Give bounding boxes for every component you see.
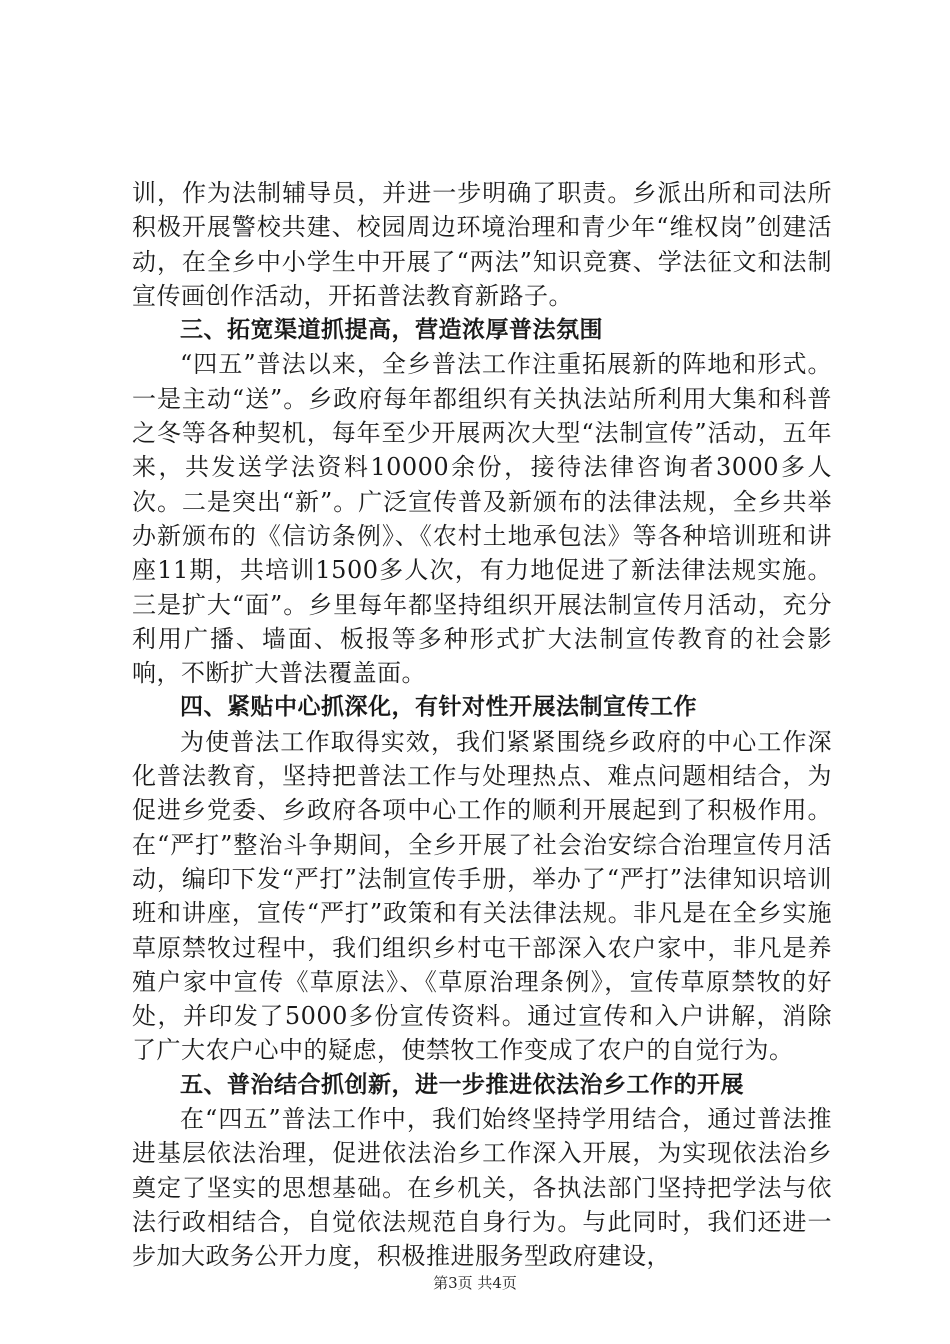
page-footer: 第3页 共4页 — [433, 1274, 517, 1292]
section-heading-4: 四、紧贴中心抓深化，有针对性开展法制宣传工作 — [180, 694, 697, 721]
paragraph-section-3: “四五”普法以来，全乡普法工作注重拓展新的阵地和形式。一是主动“送”。乡政府每年都组织有关执法站所利用大集和科普之冬等各种契机，每年至少开展两次大型“法制宣传”活动，五年来，共发送学法资料10000余份，接待法律咨询者3000多人次。二是突出“新”。广泛宣传普及新颁布的法律法规，全乡共举办新颁布的《信访条例》、《农村土地承包法》等各种培训班和讲座11期，共培训1500多人次，有力地促进了新法律法规实施。三是扩大“面”。乡里每年都坚持组织开展法制宣传月活动，充分利用广播、墙面、板报等多种形式扩大法制宣传教育的社会影响，不断扩大普法覆盖面。 — [132, 350, 832, 688]
paragraph-section-4: 为使普法工作取得实效，我们紧紧围绕乡政府的中心工作深化普法教育，坚持把普法工作与处理热点、难点问题相结合，为促进乡党委、乡政府各项中心工作的顺利开展起到了积极作用。在“严打”整治斗争期间，全乡开展了社会治安综合治理宣传月活动，编印下发“严打”法制宣传手册，举办了“严打”法律知识培训班和讲座，宣传“严打”政策和有关法律法规。非凡是在全乡实施草原禁牧过程中，我们组织乡村屯干部深入农户家中，非凡是养殖户家中宣传《草原法》、《草原治理条例》，宣传草原禁牧的好处，并印发了5000多份宣传资料。通过宣传和入户讲解，消除了广大农户心中的疑虑，使禁牧工作变成了农户的自觉行为。 — [132, 727, 832, 1065]
section-heading-3: 三、拓宽渠道抓提高，营造浓厚普法氛围 — [180, 317, 603, 344]
document-body — [132, 176, 832, 1274]
section-heading-5: 五、普治结合抓创新，进一步推进依法治乡工作的开展 — [180, 1071, 744, 1098]
paragraph-continuation: 训，作为法制辅导员，并进一步明确了职责。乡派出所和司法所积极开展警校共建、校园周边环境治理和青少年“维权岗”创建活动，在全乡中小学生中开展了“两法”知识竞赛、学法征文和法制宣传画创作活动，开拓普法教育新路子。 — [132, 179, 832, 310]
paragraph-section-5: 在“四五”普法工作中，我们始终坚持学用结合，通过普法推进基层依法治理，促进依法治乡工作深入开展，为实现依法治乡奠定了坚实的思想基础。在乡机关，各执法部门坚持把学法与依法行政相结合，自觉依法规范自身行为。与此同时，我们还进一步加大政务公开力度，积极推进服务型政府建设， — [132, 1105, 832, 1271]
